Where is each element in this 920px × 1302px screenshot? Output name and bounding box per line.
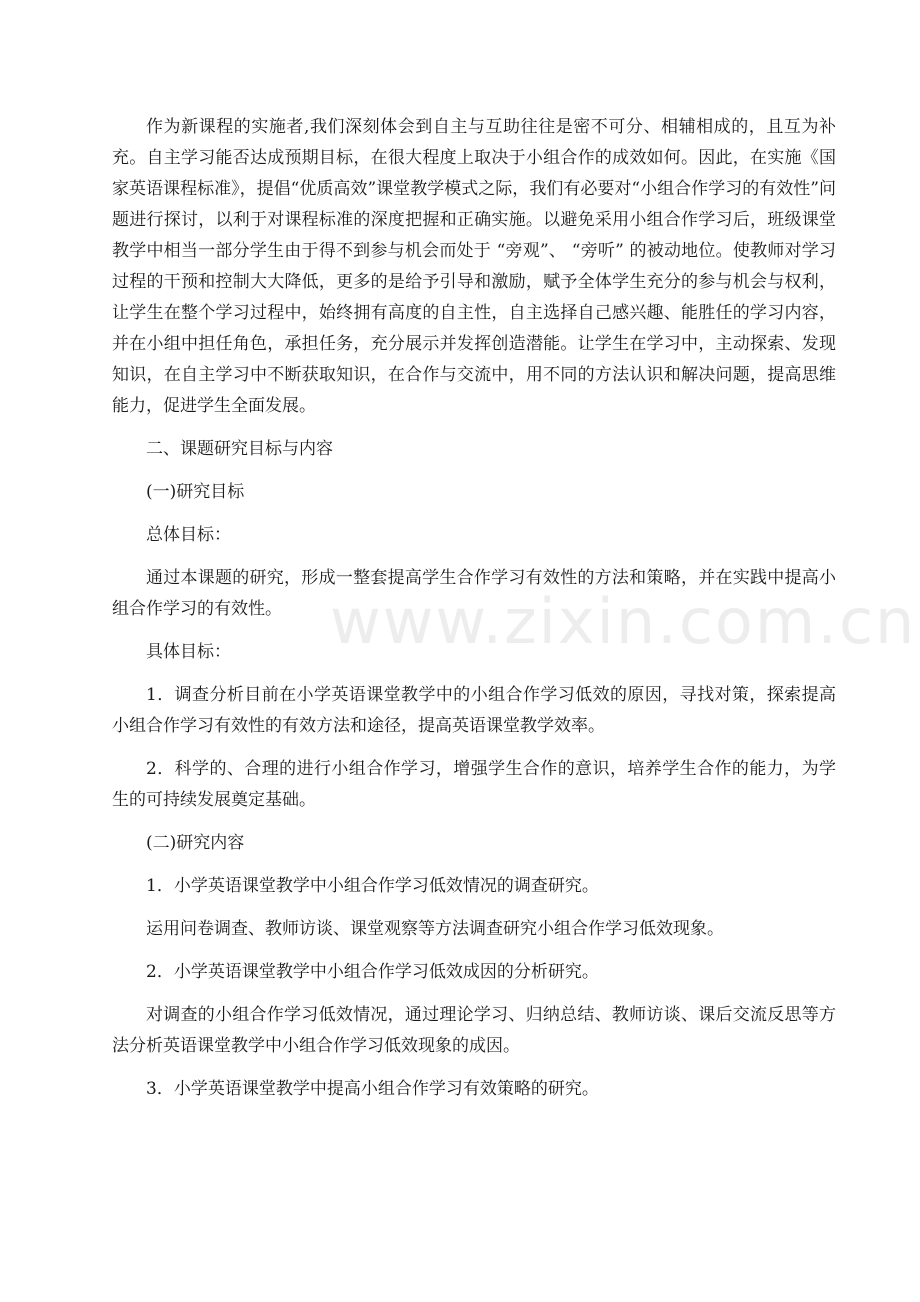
subsection-heading-goals: (一)研究目标 bbox=[146, 482, 245, 502]
specific-goal-1: 1．调查分析目前在小学英语课堂教学中的小组合作学习低效的原因，寻找对策，探索提高小组合作学习有效性的有效方法和途径，提高英语课堂教学效率。 bbox=[112, 685, 836, 736]
content-item-2-detail: 对调查的小组合作学习低效情况，通过理论学习、归纳总结、教师访谈、课后交流反思等方法分析英语课堂教学中小组合作学习低效现象的成因。 bbox=[112, 1005, 836, 1056]
overall-goal-label: 总体目标： bbox=[146, 525, 231, 545]
intro-paragraph: 作为新课程的实施者,我们深刻体会到自主与互助往往是密不可分、相辅相成的，且互为补充。自主学习能否达成预期目标，在很大程度上取决于小组合作的成效如何。因此，在实施《国家英语课程标准》，提倡“优质高效”课堂教学模式之际，我们有必要对“小组合作学习的有效性”问题进行探讨，以利于对课程标准的深度把握和正确实施。以避免采用小组合作学习后，班级课堂教学中相当一部分学生由于得不到参与机会而处于 “旁观”、 “旁听” 的被动地位。使教师对学习过程的干预和控制大大降低，更多的是给予引导和激励，赋予全体学生充分的参与机会与权利，让学生在整个学习过程中，始终拥有高度的自主性，自主选择自己感兴趣、能胜任的学习内容，并在小组中担任角色，承担任务，充分展示并发挥创造潜能。让学生在学习中，主动探索、发现知识，在自主学习中不断获取知识，在合作与交流中，用不同的方法认识和解决问题，提高思维能力，促进学生全面发展。 bbox=[112, 117, 836, 416]
section-heading: 二、课题研究目标与内容 bbox=[146, 439, 333, 459]
content-item-1: 1．小学英语课堂教学中小组合作学习低效情况的调查研究。 bbox=[146, 876, 599, 896]
watermark: www.zixin.com.cn bbox=[330, 585, 917, 658]
overall-goal-text: 通过本课题的研究，形成一整套提高学生合作学习有效性的方法和策略，并在实践中提高小组合作学习的有效性。 bbox=[112, 568, 836, 619]
content-item-3: 3．小学英语课堂教学中提高小组合作学习有效策略的研究。 bbox=[146, 1079, 599, 1099]
specific-goal-2: 2．科学的、合理的进行小组合作学习，增强学生合作的意识，培养学生合作的能力，为学生的可持续发展奠定基础。 bbox=[112, 759, 836, 810]
subsection-heading-content: (二)研究内容 bbox=[146, 833, 245, 853]
specific-goal-label: 具体目标： bbox=[146, 642, 231, 662]
content-item-2: 2．小学英语课堂教学中小组合作学习低效成因的分析研究。 bbox=[146, 962, 599, 982]
document-page bbox=[112, 112, 836, 1117]
content-item-1-detail: 运用问卷调查、教师访谈、课堂观察等方法调查研究小组合作学习低效现象。 bbox=[146, 919, 724, 939]
